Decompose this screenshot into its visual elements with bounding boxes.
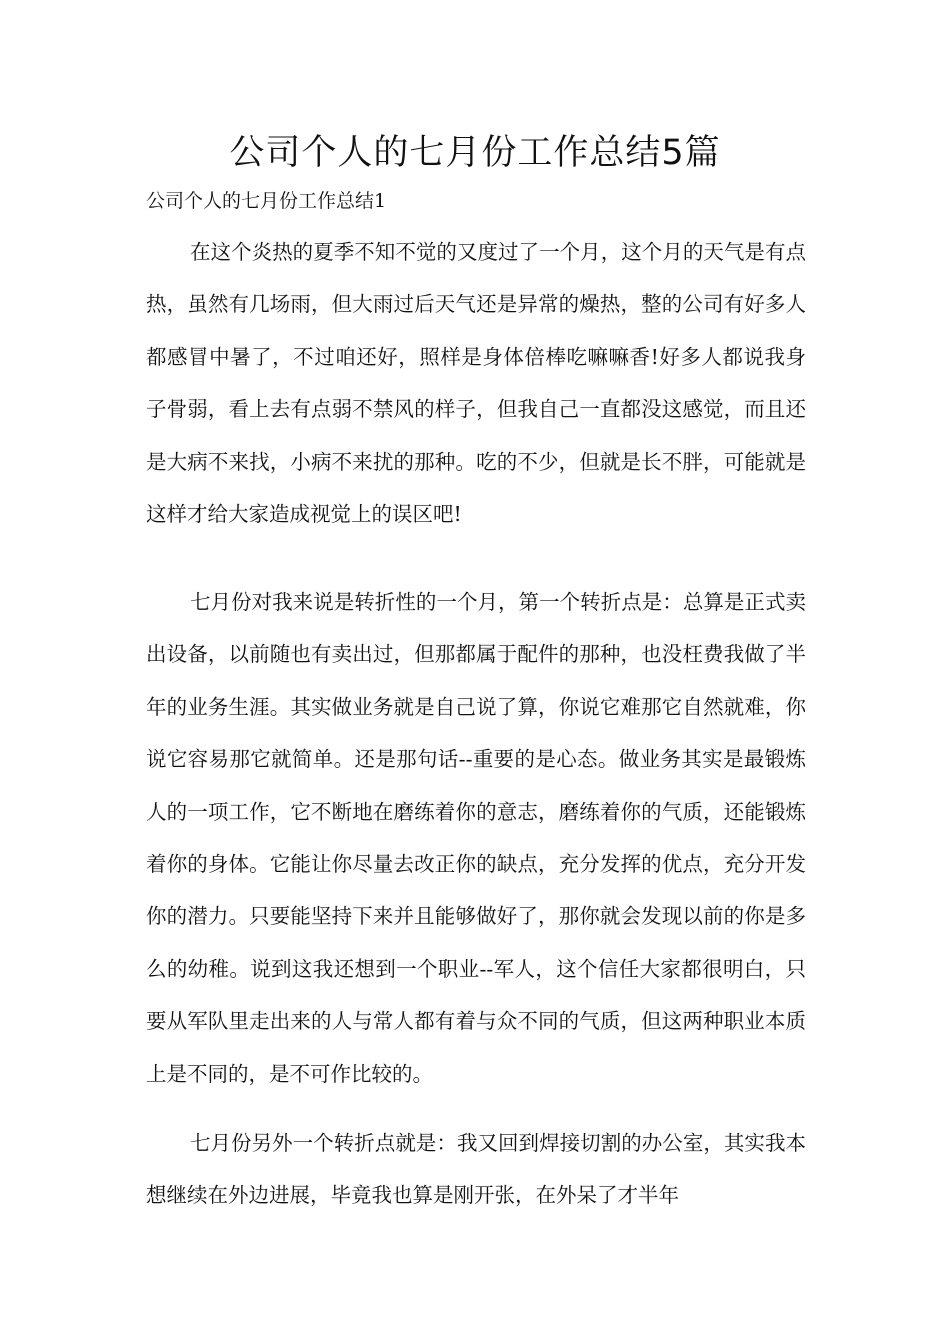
document-title: 公司个人的七月份工作总结5篇 (229, 133, 721, 173)
paragraph-2: 七月份对我来说是转折性的一个月，第一个转折点是：总算是正式卖出设备，以前随也有卖出过，但那都属于配件的那种，也没枉费我做了半年的业务生涯。其实做业务就是自己说了算，你说它难那它自然就难，你说它容易那它就简单。还是那句话--重要的是心态。做业务其实是最锻炼人的一项工作，它不断地在磨练着你的意志，磨练着你的气质，还能锻炼着你的身体。它能让你尽量去改正你的缺点，充分发挥的优点，充分开发你的潜力。只要能坚持下来并且能够做好了，那你就会发现以前的你是多么的幼稚。说到这我还想到一个职业--军人，这个信任大家都很明白，只要从军队里走出来的人与常人都有着与众不同的气质，但这两种职业本质上是不同的，是不可作比较的。 (146, 590, 806, 1086)
section-heading: 公司个人的七月份工作总结1 (146, 190, 387, 212)
paragraph-1: 在这个炎热的夏季不知不觉的又度过了一个月，这个月的天气是有点热，虽然有几场雨，但大雨过后天气还是异常的燥热，整的公司有好多人都感冒中暑了，不过咱还好，照样是身体倍棒吃嘛嘛香!好多人都说我身子骨弱，看上去有点弱不禁风的样子，但我自己一直都没这感觉，而且还是大病不来找，小病不来扰的那种。吃的不少，但就是长不胖，可能就是这样才给大家造成视觉上的误区吧! (146, 240, 806, 527)
paragraph-3: 七月份另外一个转折点就是：我又回到焊接切割的办公室，其实我本想继续在外边进展，毕竟我也算是刚开张，在外呆了才半年 (146, 1131, 806, 1208)
